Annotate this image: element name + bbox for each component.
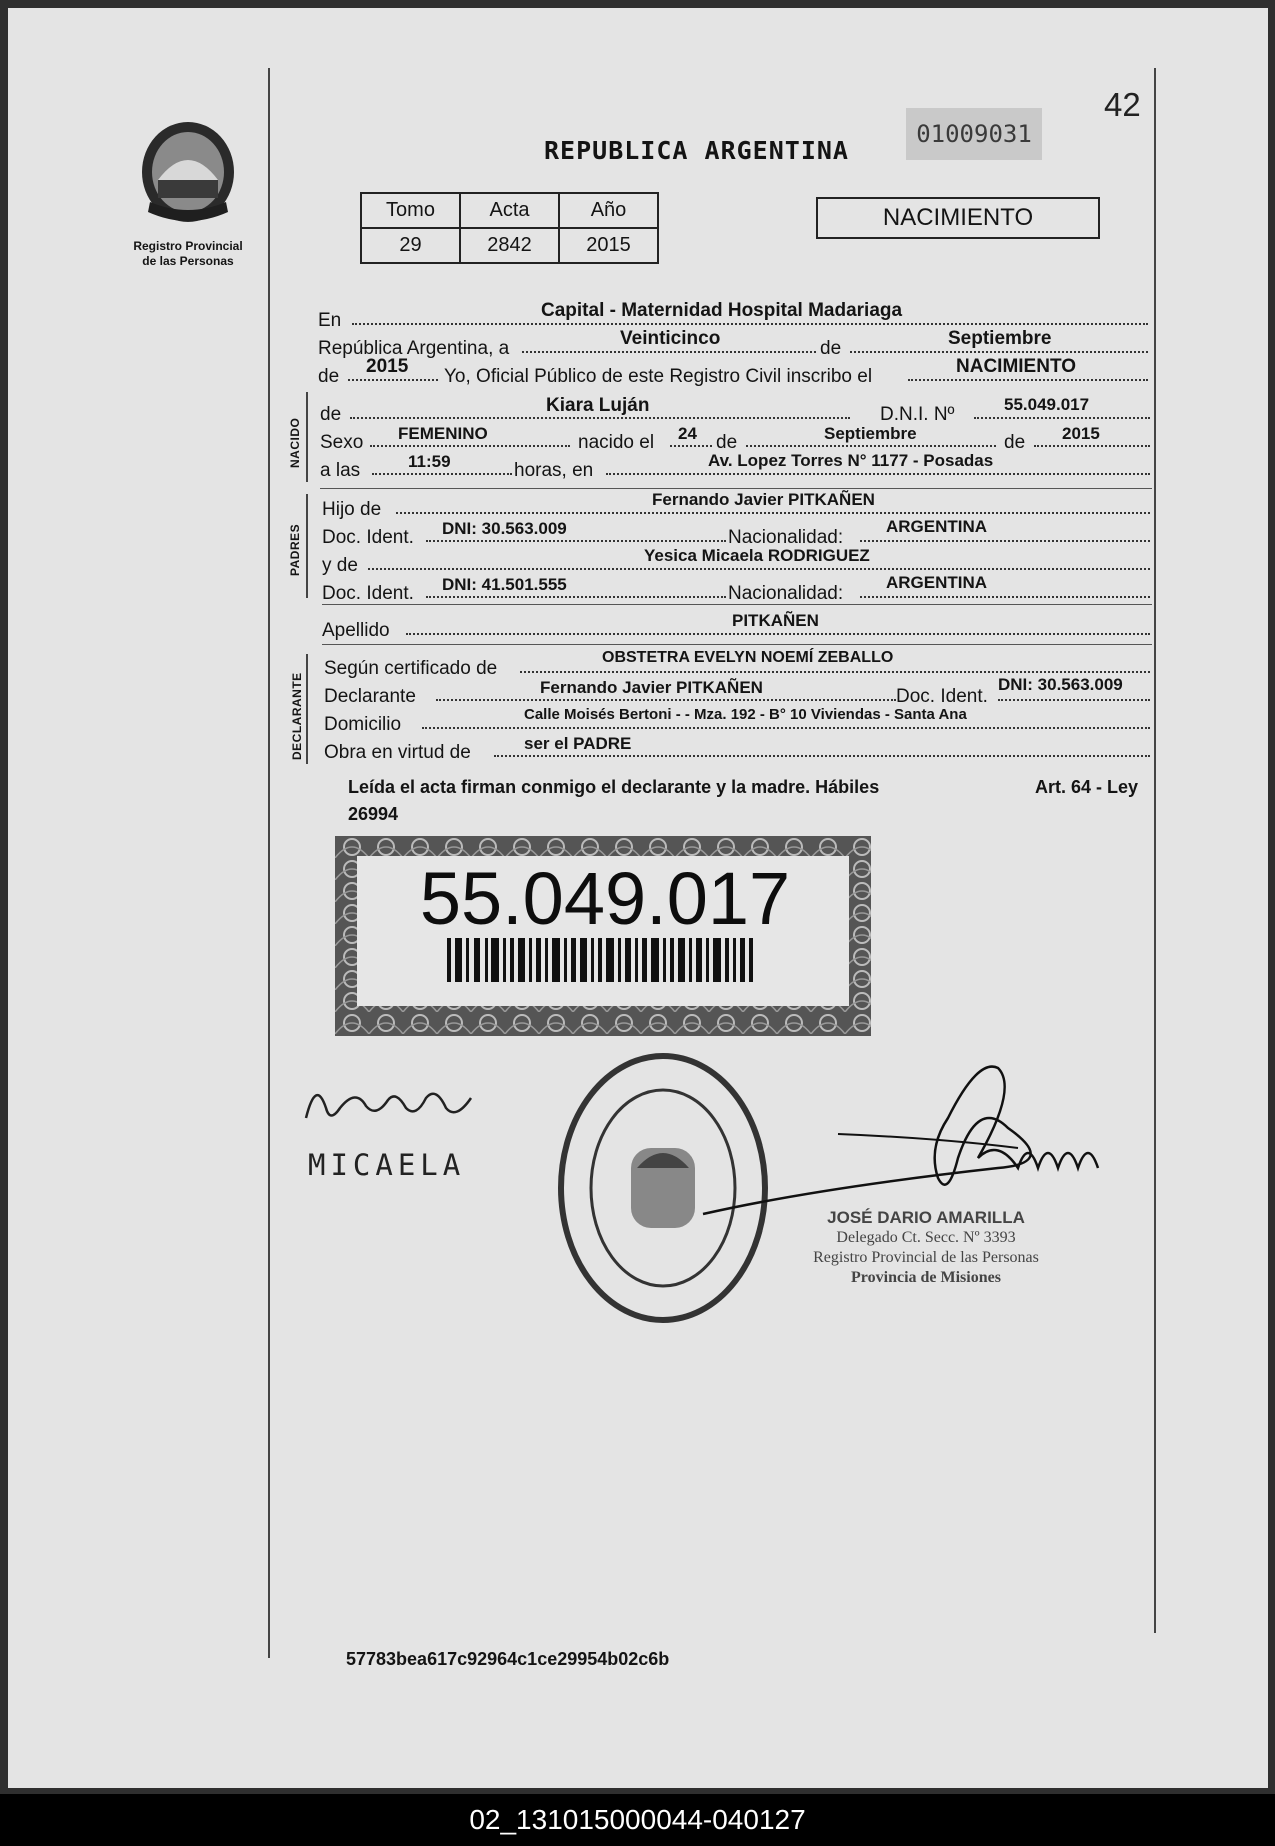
horas-label: horas, en [514,460,594,481]
barcode-icon [447,938,753,982]
dotted-line [396,512,1150,514]
month-value: Septiembre [948,328,1052,349]
section-label-padres: PADRES [288,523,302,576]
dotted-line [368,568,1150,570]
footer-code: 02_131015000044-040127 [0,1794,1275,1846]
obra-label: Obra en virtud de [324,742,471,763]
page-number: 42 [1104,86,1141,123]
logo-text-line2: de las Personas [142,254,234,268]
handwritten-name: MICAELA [308,1148,466,1182]
dotted-line [908,379,1148,381]
section-bar [306,654,308,764]
dotted-line [372,473,512,475]
record-table [360,192,659,264]
obra-value: ser el PADRE [524,734,632,753]
dotted-line [348,379,438,381]
official-office: Registro Provincial de las Personas [813,1249,1039,1266]
dotted-line [370,445,570,447]
doc-label: Doc. Ident. [322,583,414,604]
republica-label: República Argentina, a [318,338,510,359]
dotted-line [522,351,816,353]
dotted-line [746,445,996,447]
father-doc-value: DNI: 30.563.009 [442,519,567,538]
section-label-declarante: DECLARANTE [290,672,304,760]
dotted-line [350,417,850,419]
dni-sticker [335,836,871,1036]
de-label: de [820,338,842,359]
birth-year-value: 2015 [1062,424,1100,443]
table-header-ano: Año [559,193,658,228]
apellido-value: PITKAÑEN [732,611,819,630]
nacido-el-label: nacido el [578,432,655,453]
serial-number: 01009031 [906,108,1042,160]
doc-label: Doc. Ident. [322,527,414,548]
father-nat-value: ARGENTINA [886,517,988,536]
record-type-box: NACIMIENTO [816,197,1100,239]
table-value-tomo: 29 [361,228,460,263]
act-value: NACIMIENTO [956,356,1076,377]
section-bar [306,392,308,482]
mother-doc-value: DNI: 41.501.555 [442,575,567,594]
dotted-line [436,699,896,701]
day-words-value: Veinticinco [620,328,721,349]
closing-statement [348,774,1138,828]
table-value-ano: 2015 [559,228,658,263]
official-block [801,1208,1051,1288]
sticker-number: 55.049.017 [419,857,791,940]
table-value-acta: 2842 [460,228,559,263]
father-name-value: Fernando Javier PITKAÑEN [652,490,875,509]
doc-label: Doc. Ident. [896,686,988,707]
y-de-label: y de [322,555,358,576]
declarante-doc-value: DNI: 30.563.009 [998,675,1123,694]
nacionalidad-label: Nacionalidad: [728,583,844,604]
dotted-line [422,727,1150,729]
cert-label: Según certificado de [324,658,498,679]
document-page [8,8,1268,1788]
left-margin-line [268,68,270,1658]
dotted-line [406,633,1150,635]
en-label: En [318,310,342,331]
declarante-label: Declarante [324,686,416,707]
birth-day-value: 24 [678,424,697,443]
section-label-nacido: NACIDO [288,417,302,468]
dotted-line [850,351,1148,353]
year-value: 2015 [366,356,409,377]
divider [320,488,1152,489]
right-margin-line [1154,68,1156,1633]
child-name-value: Kiara Luján [546,395,650,416]
birth-address-value: Av. Lopez Torres N° 1177 - Posadas [708,451,994,470]
mother-nat-value: ARGENTINA [886,573,988,592]
closing-text: Leída el acta firman conmigo el declarante y la madre. Hábiles [348,777,880,797]
handwritten-signature [296,1078,476,1143]
dotted-line [520,671,1150,673]
de-label: de [1004,432,1026,453]
time-value: 11:59 [408,452,451,471]
dotted-line [606,473,1150,475]
domicilio-label: Domicilio [324,714,402,735]
dotted-line [974,417,1150,419]
sexo-label: Sexo [320,432,364,453]
table-header-acta: Acta [460,193,559,228]
registry-logo [118,120,258,269]
official-name: JOSÉ DARIO AMARILLA [827,1208,1025,1227]
divider [322,604,1152,605]
child-dni-value: 55.049.017 [1004,395,1090,414]
official-role: Delegado Ct. Secc. Nº 3393 [836,1229,1016,1246]
logo-text-line1: Registro Provincial [133,239,243,253]
dotted-line [426,596,726,598]
dotted-line [426,540,726,542]
birth-month-value: Septiembre [824,424,917,443]
section-bar [306,494,308,598]
dni-label: D.N.I. Nº [880,404,955,425]
mother-name-value: Yesica Micaela RODRIGUEZ [644,546,870,565]
official-province: Provincia de Misiones [851,1269,1001,1286]
place-value: Capital - Maternidad Hospital Madariaga [541,300,903,321]
dotted-line [494,755,1150,757]
apellido-label: Apellido [322,620,390,641]
de2-label: de [318,366,340,387]
dotted-line [1034,445,1150,447]
cert-value: OBSTETRA EVELYN NOEMÍ ZEBALLO [602,649,894,666]
dotted-line [998,699,1150,701]
hijo-label: Hijo de [322,499,382,520]
dotted-line [860,540,1150,542]
divider [322,644,1152,645]
domicilio-value: Calle Moisés Bertoni - - Mza. 192 - B° 10 Viviendas - Santa Ana [524,706,967,723]
document-hash: 57783bea617c92964c1ce29954b02c6b [346,1649,670,1669]
dotted-line [670,445,712,447]
declarante-value: Fernando Javier PITKAÑEN [540,678,763,697]
article-text: Art. 64 - Ley [1034,777,1138,797]
de-label: de [716,432,738,453]
de-label: de [320,404,342,425]
nacionalidad-label: Nacionalidad: [728,527,844,548]
page-title: REPUBLICA ARGENTINA [544,136,849,165]
dotted-line [860,596,1150,598]
table-header-tomo: Tomo [361,193,460,228]
sexo-value: FEMENINO [398,424,488,443]
law-number: 26994 [348,804,399,824]
dotted-line [352,323,1148,325]
statement-text: Yo, Oficial Público de este Registro Civil inscribo el [444,366,873,387]
a-las-label: a las [320,460,361,481]
coat-of-arms-icon [118,120,258,230]
